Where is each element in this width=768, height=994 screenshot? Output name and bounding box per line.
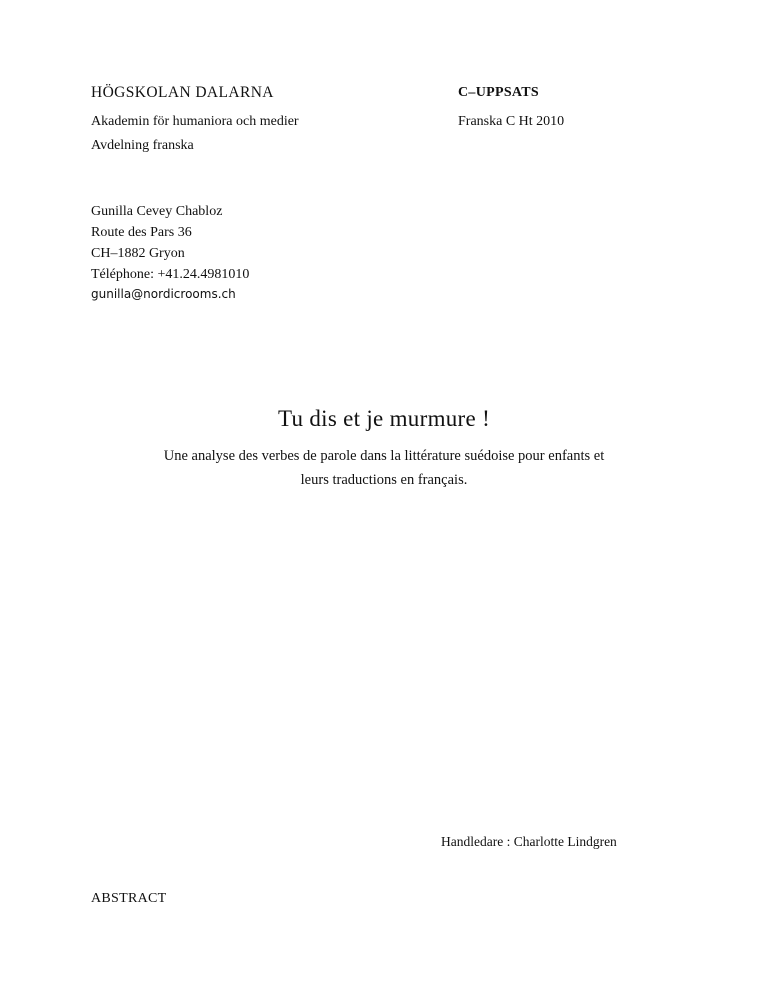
author-contact-block [91, 201, 249, 303]
institution-name: HÖGSKOLAN DALARNA [91, 84, 274, 101]
abstract-heading: ABSTRACT [91, 891, 167, 906]
department-line-2: Avdelning franska [91, 138, 194, 153]
author-street: Route des Pars 36 [91, 225, 192, 240]
course-label: Franska C Ht 2010 [458, 114, 565, 129]
author-name: Gunilla Cevey Chabloz [91, 204, 223, 219]
supervisor: Handledare : Charlotte Lindgren [441, 834, 617, 849]
subtitle-line-1: Une analyse des verbes de parole dans la littérature suédoise pour enfants et [163, 448, 605, 464]
subtitle-line-2: leurs traductions en français. [300, 472, 468, 488]
thesis-subtitle [100, 444, 668, 492]
thesis-type: C–UPPSATS [458, 85, 540, 100]
author-phone: Téléphone: +41.24.4981010 [91, 267, 250, 282]
thesis-title: Tu dis et je murmure ! [277, 406, 491, 431]
author-postal: CH–1882 Gryon [91, 246, 185, 261]
author-email: gunilla@nordicrooms.ch [91, 287, 236, 301]
department-line-1: Akademin för humaniora och medier [91, 114, 299, 129]
